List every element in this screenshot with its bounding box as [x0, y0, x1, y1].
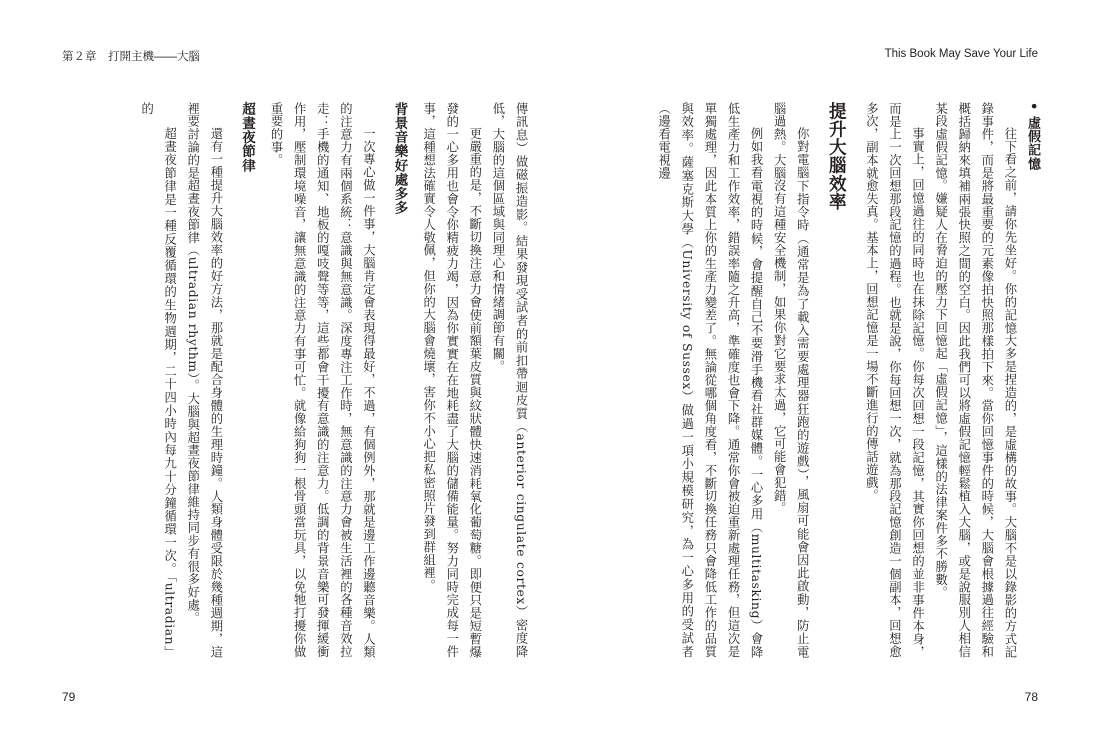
page-79	[60, 102, 532, 658]
paragraph: 超晝夜節律是一種反覆循環的生物週期，二十四小時內每九十分鐘循環一次。「ultradian」的	[139, 102, 177, 658]
paragraph: 往下看之前，請你先坐好。你的記憶大多是捏造的，是虛構的故事。大腦不是以錄影的方式記錄事件，而是將最重要的元素像拍快照那樣拍下來。當你回憶事件的時候，大腦會根據過往經驗和概括歸納來填補兩張快照之間的空白。因此我們可以將虛假記憶輕鬆植入大腦，或是說服別人相信某段虛假記憶。嫌疑人在脅迫的壓力下回憶起「虛假記憶」，這樣的法律案件多不勝數。	[933, 102, 1017, 658]
paragraph-continued: 傳訊息）做磁振造影。結果發現受試者的前扣帶迴皮質（anterior cingulate cortex）密度降低，大腦的這個區域與同理心和情緒調節有關。	[490, 102, 528, 658]
page-78	[574, 102, 1044, 658]
paragraph: 你對電腦下指令時（通常是為了載入需要處理器狂跑的遊戲），風扇可能會因此啟動，防止電腦過熱。大腦沒有這種安全機制，如果你對它要求太過，它可能會犯錯。	[772, 102, 810, 658]
page-number-right: 78	[1024, 690, 1038, 704]
subheading-background-music: 背景音樂好處多多	[391, 102, 408, 215]
paragraph: 一次專心做一件事，大腦肯定會表現得最好，不過，有個例外，那就是邊工作邊聽音樂。人類的注意力有兩個系統：意識與無意識。深度專注工作時，無意識的注意力會被生活裡的各種音效拉走：手機的通知、地板的嘎吱聲等等，這些都會干擾有意識的注意力。低調的背景音樂可發揮緩衝作用，壓制環境噪音，讓無意識的注意力有事可忙。就像給狗狗一根骨頭當玩具，以免牠打擾你做重要的事。	[269, 102, 376, 658]
running-head-chapter: 第２章 打開主機——大腦	[62, 51, 200, 63]
subheading-ultradian-rhythm: 超晝夜節律	[238, 102, 255, 173]
paragraph: 例如我看電視的時候，會提醒自己不要滑手機看社群媒體。一心多用（multitasking）會降低生產力和工作效率，錯誤率隨之升高，準確度也會下降。通常你會被迫重新處理任務，但這次是單獨處理，因此本質上你的生產力變差了。無論從哪個角度看，不斷切換任務只會降低工作的品質與效率。薩塞克斯大學（University of Sussex）做過一項小規模研究，為一心多用的受試者（邊看電視邊	[656, 102, 764, 658]
paragraph: 還有一種提升大腦效率的好方法，那就是配合身體的生理時鐘。人類身體受限於幾種週期，這裡要討論的是超晝夜節律（ultradian rhythm）。大腦與超晝夜節律維持同步有很多好處。	[185, 102, 223, 658]
paragraph: 事實上，回憶過往的同時也在抹除記憶。你每次回想一段記憶，其實你回想的並非事件本身，而是上一次回想那段記憶的過程。也就是說，你每回想一次，就為那段記憶創造一個副本，回想愈多次，副本就愈失真。基本上，回想記憶是一場不斷進行的傳話遊戲。	[864, 102, 925, 658]
paragraph: 更嚴重的是，不斷切換注意力會使前額葉皮質與紋狀體快速消耗氧化葡萄糖。即便只是短暫爆發的一心多用也會令你精疲力竭，因為你實實在在地耗盡了大腦的儲備能量。努力同時完成每一件事，這種想法確實令人敬佩，但你的大腦會燒壞，害你不小心把私密照片發到群組裡。	[421, 102, 482, 658]
page-number-left: 79	[62, 690, 76, 704]
page-79-text	[60, 102, 532, 658]
running-head-book-title: This Book May Save Your Life	[884, 48, 1038, 60]
page-78-text	[574, 102, 1044, 658]
section-heading-brain-efficiency: 提升大腦效率	[826, 102, 847, 211]
false-memory-heading: • 虛假記憶	[1025, 102, 1040, 171]
